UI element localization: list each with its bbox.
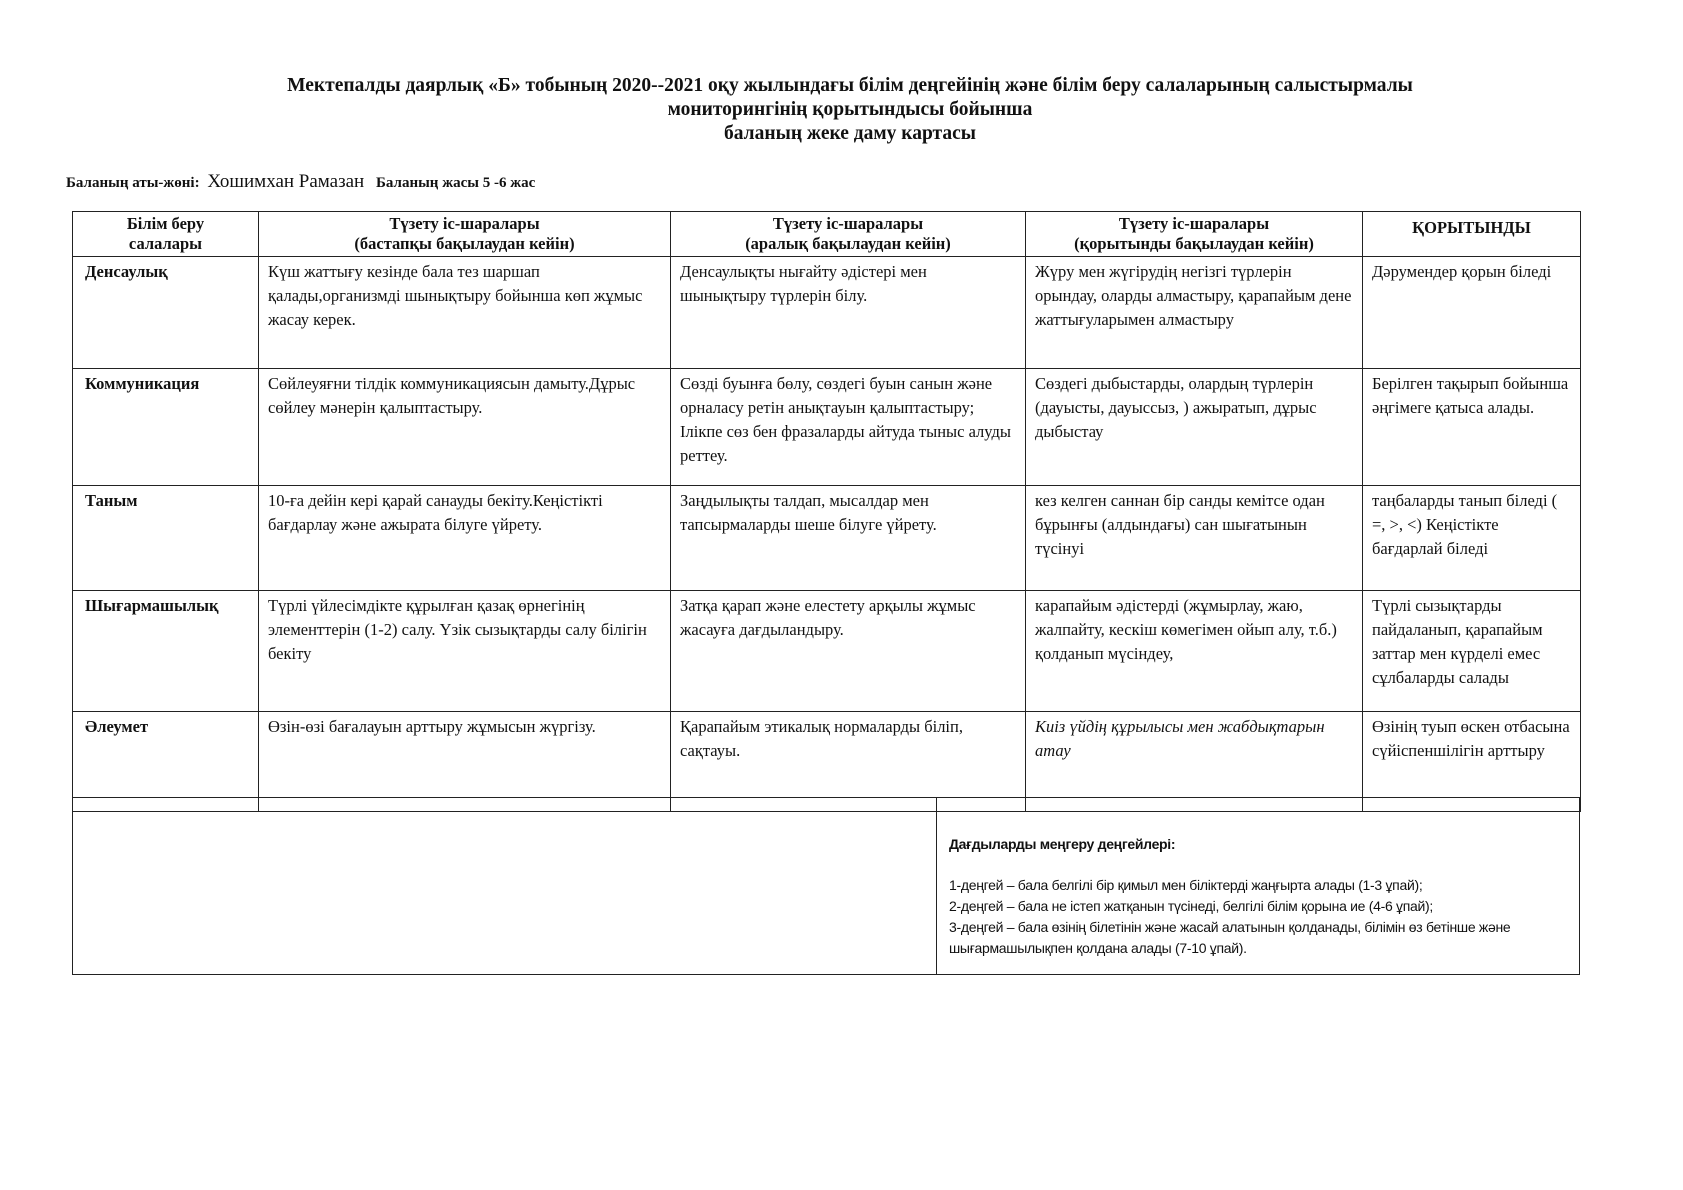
interim-cell: Заңдылықты талдап, мысалдар мен тапсырмаларды шеше білуге үйрету. [671, 486, 1026, 591]
child-name: Хошимхан Рамазан [207, 171, 365, 192]
header-area-line-2: салалары [128, 234, 203, 253]
interim-cell: Сөзді буынға бөлу, сөздегі буын санын және орналасу ретін анықтауын қалыптастыру; Ілікпе сөз бен фразаларды айтуда тыныс алуды реттеу. [671, 369, 1026, 486]
final-cell: карапайым әдістерді (жұмырлау, жаю, жалпайту, кескіш көмегімен ойып алу, т.б.) қолданып мүсіндеу, [1026, 591, 1363, 712]
title-line-2: мониторингінің қорытындысы бойынша [667, 99, 1033, 120]
title-line-3: баланың жеке даму картасы [724, 123, 976, 144]
development-table [72, 211, 1581, 812]
initial-cell: Күш жаттығу кезінде бала тез шаршап қалады,организмді шынықтыру бойынша көп жұмыс жасау керек. [259, 257, 671, 369]
area-cell: Әлеумет [73, 712, 259, 812]
child-age-label: Баланың жасы [375, 175, 479, 191]
final-cell: Сөздегі дыбыстарды, олардың түрлерін (дауысты, дауыссыз, ) ажыратып, дұрыс дыбыстау [1026, 369, 1363, 486]
legend-section [72, 797, 1580, 975]
initial-cell: 10-ға дейін кері қарай санауды бекіту.Кеңістікті бағдарлау және ажырата білуге үйрету. [259, 486, 671, 591]
header-initial-line-2: (бастапқы бақылаудан кейін) [354, 234, 575, 253]
table-row [73, 591, 1581, 712]
header-final [1026, 212, 1363, 257]
header-final-line-1: Түзету іс-шаралары [1118, 214, 1270, 233]
header-initial [259, 212, 671, 257]
header-interim [671, 212, 1026, 257]
initial-cell: Сөйлеуяғни тілдік коммуникациясын дамыту.Дұрыс сөйлеу мәнерін қалыптастыру. [259, 369, 671, 486]
final-cell: кез келген саннан бір санды кемітсе одан бұрынғы (алдындағы) сан шығатынын түсінуі [1026, 486, 1363, 591]
result-cell: Түрлі сызықтарды пайдаланып, қарапайым заттар мен күрделі емес сұлбаларды салады [1363, 591, 1581, 712]
initial-cell: Өзін-өзі бағалауын арттыру жұмысын жүргізу. [259, 712, 671, 812]
result-cell: Берілген тақырып бойынша әңгімеге қатыса алады. [1363, 369, 1581, 486]
legend-level-3: 3-деңгей – бала өзінің білетінін және жасай алатынын қолданады, білімін өз бетінше және шығармашылықпен қолдана алады (7-10 ұпай). [949, 919, 1511, 956]
document-title [120, 74, 1580, 146]
area-cell: Денсаулық [73, 257, 259, 369]
result-cell: Өзінің туып өскен отбасына сүйіспеншілігін арттыру [1363, 712, 1581, 812]
area-cell: Таным [73, 486, 259, 591]
final-cell: Киіз үйдің құрылысы мен жабдықтарын атау [1026, 712, 1363, 812]
area-cell: Шығармашылық [73, 591, 259, 712]
header-interim-line-2: (аралық бақылаудан кейін) [745, 234, 951, 253]
header-interim-line-1: Түзету іс-шаралары [772, 214, 924, 233]
result-cell: Дәрумендер қорын біледі [1363, 257, 1581, 369]
header-result-line-1: ҚОРЫТЫНДЫ [1412, 218, 1531, 237]
result-cell: таңбаларды танып біледі ( =, >, <) Кеңістікте бағдарлай біледі [1363, 486, 1581, 591]
table-row [73, 369, 1581, 486]
legend-level-2: 2-деңгей – бала не істеп жатқанын түсінеді, белгілі білім қорына ие (4-6 ұпай); [949, 898, 1433, 914]
table-row [73, 257, 1581, 369]
header-area-line-1: Білім беру [126, 214, 205, 233]
interim-cell: Қарапайым этикалық нормаларды біліп, сақтауы. [671, 712, 1026, 812]
legend-heading: Дағдыларды меңгеру деңгейлері: [949, 836, 1176, 852]
interim-cell: Затқа қарап және елестету арқылы жұмыс жасауға дағдыландыру. [671, 591, 1026, 712]
header-final-line-2: (қорытынды бақылаудан кейін) [1074, 234, 1314, 253]
header-area [73, 212, 259, 257]
final-cell: Жүру мен жүгірудің негізгі түрлерін орындау, оларды алмастыру, қарапайым дене жаттығуларымен алмастыру [1026, 257, 1363, 369]
title-line-1: Мектепалды даярлық «Б» тобының 2020--2021 оқу жылындағы білім деңгейінің және білім беру салаларының салыстырмалы [287, 75, 1413, 96]
initial-cell: Түрлі үйлесімдікте құрылған қазақ өрнегінің элементтерін (1-2) салу. Үзік сызықтарды салу білігін бекіту [259, 591, 671, 712]
child-age: 5 -6 жас [482, 175, 536, 191]
table-row [73, 486, 1581, 591]
skill-levels-legend [936, 798, 1579, 974]
header-result [1363, 212, 1581, 257]
area-cell: Коммуникация [73, 369, 259, 486]
child-name-label: Баланың аты-жөні: [66, 175, 200, 191]
child-info [66, 171, 535, 193]
interim-cell: Денсаулықты нығайту әдістері мен шынықтыру түрлерін білу. [671, 257, 1026, 369]
header-initial-line-1: Түзету іс-шаралары [389, 214, 540, 233]
header-row [73, 212, 1581, 257]
legend-level-1: 1-деңгей – бала белгілі бір қимыл мен біліктерді жаңғырта алады (1-3 ұпай); [949, 877, 1423, 893]
